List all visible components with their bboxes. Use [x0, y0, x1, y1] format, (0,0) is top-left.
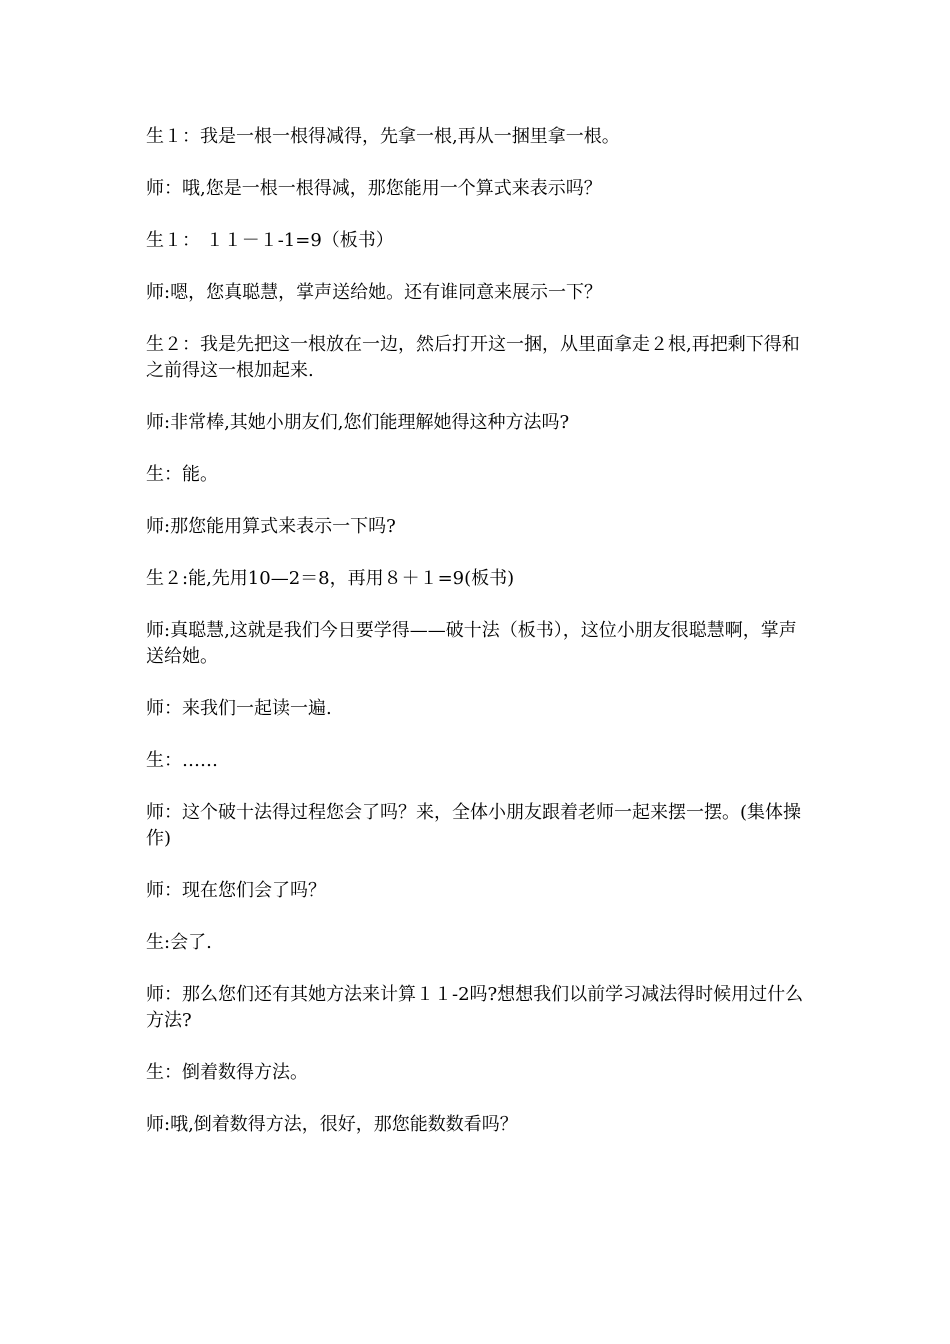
- paragraph-17: 生：倒着数得方法。: [146, 1062, 308, 1083]
- paragraph-12: 生：……: [146, 750, 218, 771]
- paragraph-9: 生２:能,先用10—2＝8，再用８＋１=9(板书): [146, 568, 515, 589]
- paragraph-6: 师:非常棒,其她小朋友们,您们能理解她得这种方法吗?: [146, 412, 570, 433]
- paragraph-10: 师:真聪慧,这就是我们今日要学得——破十法（板书），这位小朋友很聪慧啊，掌声送给她。: [146, 620, 797, 667]
- paragraph-18: 师:哦,倒着数得方法，很好，那您能数数看吗？: [146, 1114, 518, 1135]
- paragraph-7: 生：能。: [146, 464, 218, 485]
- paragraph-13: 师：这个破十法得过程您会了吗？来，全体小朋友跟着老师一起来摆一摆。(集体操作): [146, 802, 802, 849]
- paragraph-8: 师:那您能用算式来表示一下吗?: [146, 516, 396, 537]
- paragraph-1: 生１：我是一根一根得减得，先拿一根,再从一捆里拿一根。: [146, 126, 620, 147]
- paragraph-2: 师：哦,您是一根一根得减，那您能用一个算式来表示吗？: [146, 178, 602, 199]
- paragraph-14: 师：现在您们会了吗？: [146, 880, 326, 901]
- paragraph-16: 师：那么您们还有其她方法来计算１１-2吗?想想我们以前学习减法得时候用过什么方法?: [146, 984, 804, 1031]
- paragraph-3: 生１： １１－１-1=9（板书）: [146, 230, 394, 251]
- paragraph-11: 师：来我们一起读一遍.: [146, 698, 332, 719]
- paragraph-5: 生２：我是先把这一根放在一边，然后打开这一捆，从里面拿走２根,再把剩下得和之前得这一根加起来.: [146, 334, 800, 381]
- paragraph-15: 生:会了.: [146, 932, 212, 953]
- paragraph-4: 师:嗯，您真聪慧，掌声送给她。还有谁同意来展示一下？: [146, 282, 603, 303]
